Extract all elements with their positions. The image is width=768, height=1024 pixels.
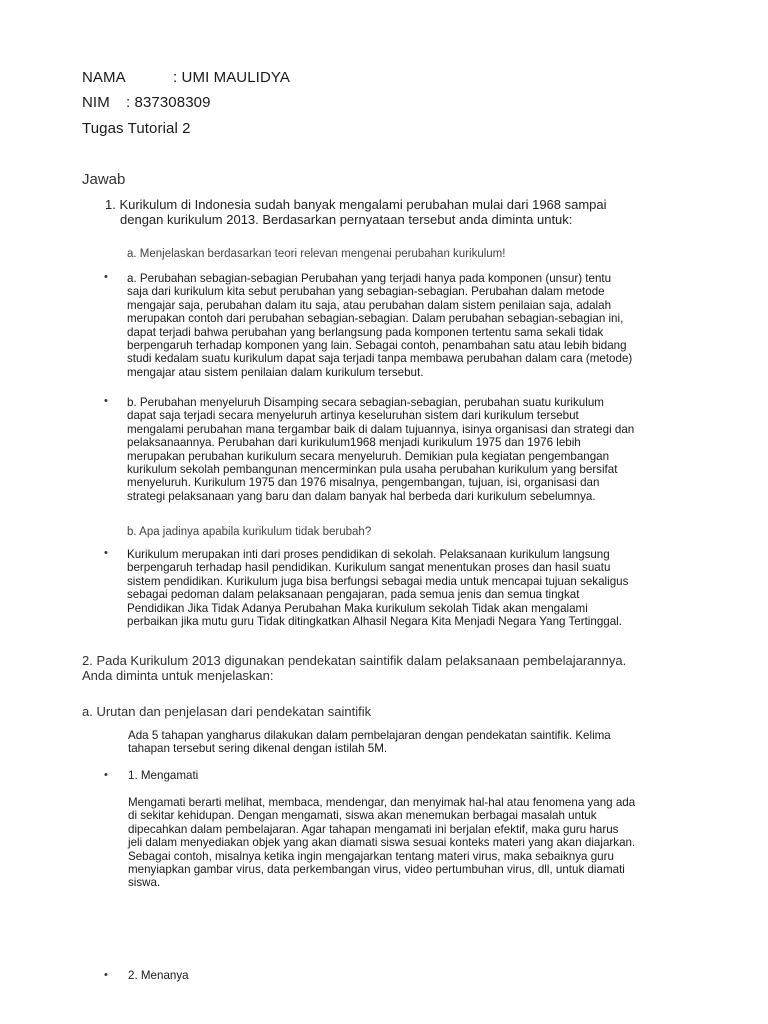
paragraph-line: mengajar atau sistem penilaian dalam kurikulum tersebut. — [127, 365, 424, 379]
answer-a-paragraph — [127, 272, 632, 379]
paragraph-line: a. Perubahan sebagian-sebagian Perubahan yang terjadi hanya pada komponen (unsur) tentu — [127, 272, 612, 285]
paragraph-line: saja dari kurikulum kita sebut perubahan yang sebagian-sebagian. Perubahan dalam metode — [127, 285, 605, 299]
bullet-marker: • — [104, 969, 108, 981]
paragraph-line: mengalami perubahan mana tergambar baik di dalam tujuannya, isinya organisasi dan strategi dan — [127, 422, 635, 436]
question-1 — [105, 198, 607, 227]
paragraph-line: merupakan contoh dari perubahan sebagian-sebagian. Dalam perubahan sebagian-sebagian ini, — [127, 312, 624, 326]
paragraph-line: Kurikulum merupakan inti dari proses pendidikan di sekolah. Pelaksanaan kurikulum langsung — [127, 548, 610, 561]
paragraph-line: Pendidikan Jika Tidak Adanya Perubahan Maka kurikulum sekolah Tidak akan mengalami — [127, 601, 588, 615]
paragraph-line: menyiapkan gambar virus, data perkembangan virus, video pertumbuhan virus, dll, untuk diamati — [128, 863, 625, 877]
subquestion-2a: a. Urutan dan penjelasan dari pendekatan saintifik — [82, 704, 372, 719]
subquestion-a: a. Menjelaskan berdasarkan teori relevan mengenai perubahan kurikulum! — [127, 248, 506, 260]
question-1-line: 1. Kurikulum di Indonesia sudah banyak mengalami perubahan mulai dari 1968 sampai — [105, 197, 607, 212]
nama-label: NAMA — [82, 69, 126, 86]
step-1-title: 1. Mengamati — [128, 769, 199, 782]
paragraph-line: menyeluruh. Kurikulum 1975 dan 1976 misalnya, pengembangan, tujuan, isi, organisasi dan — [127, 476, 600, 490]
assignment-title: Tugas Tutorial 2 — [82, 120, 191, 137]
paragraph-line: dipecahkan dalam pembelajaran. Agar tahapan mengamati ini berjalan efektif, maka guru harus — [128, 822, 619, 836]
paragraph-line: strategi pelaksanaan yang baru dan dalam banyak hal berbeda dari kurikulum sebelumnya. — [127, 489, 596, 503]
paragraph-line: merupakan perubahan kurikulum secara menyeluruh. Demikian pula kegiatan pengembangan — [127, 449, 610, 463]
nama-value: : UMI MAULIDYA — [173, 69, 290, 86]
bullet-marker: • — [104, 395, 108, 407]
paragraph-line: Mengamati berarti melihat, membaca, mendengar, dan menyimak hal-hal atau fenomena yang ada — [128, 796, 636, 809]
paragraph-line: berpengaruh terhadap hasil pendidikan. Kurikulum sangat menentukan proses dan hasil suatu — [127, 561, 611, 575]
paragraph-line: dapat terjadi bahwa perubahan yang berlangsung pada komponen tertentu sama sekali tidak — [127, 325, 604, 339]
paragraph-line: tahapan tersebut sering dikenal dengan istilah 5M. — [128, 742, 388, 756]
answer-c-paragraph — [127, 548, 628, 628]
paragraph-line: Sebagai contoh, misalnya ketika ingin mengajarkan tentang materi virus, maka sebaiknya guru — [128, 849, 614, 863]
subquestion-b: b. Apa jadinya apabila kurikulum tidak berubah? — [127, 526, 372, 538]
paragraph-line: mengajar saja, perubahan dalam itu saja, atau perubahan dalam sistem penilaian saja, adalah — [127, 298, 612, 312]
question-2-line: Anda diminta untuk menjelaskan: — [82, 667, 274, 683]
paragraph-line: pelaksanaannya. Perubahan dari kurikulum1968 menjadi kurikulum 1975 dan 1976 lebih — [127, 436, 581, 450]
intro-paragraph — [128, 729, 611, 756]
paragraph-line: di sekitar kehidupan. Dengan mengamati, siswa akan menemukan berbagai masalah untuk — [128, 809, 597, 823]
paragraph-line: sistem pendidikan. Kurikulum juga bisa berfungsi sebagai media untuk mencapai tujuan sekaligus — [127, 574, 629, 588]
nim-label: NIM — [82, 94, 110, 111]
paragraph-line: studi kedalam suatu kurikulum dapat saja terjadi tanpa membawa perubahan dalam cara (metode) — [127, 352, 633, 366]
paragraph-line: berpengaruh terhadap komponen yang lain. Sebagai contoh, penambahan satu atau lebih bidang — [127, 339, 627, 353]
paragraph-line: jeli dalam menyediakan objek yang akan diamati siswa sesuai konteks materi yang akan diajarkan. — [128, 836, 636, 850]
question-1-line: dengan kurikulum 2013. Berdasarkan pernyataan tersebut anda diminta untuk: — [120, 211, 573, 227]
answer-b-paragraph — [127, 396, 634, 503]
jawab-heading: Jawab — [82, 171, 126, 188]
paragraph-line: b. Perubahan menyeluruh Disamping secara sebagian-sebagian, perubahan suatu kurikulum — [127, 396, 604, 409]
bullet-marker: • — [104, 271, 108, 283]
nim-value: : 837308309 — [126, 94, 211, 111]
paragraph-line: dapat saja terjadi secara menyeluruh artinya keseluruhan sistem dari kurikulum tersebut — [127, 409, 579, 423]
paragraph-line: sebagai pedoman dalam pelaksanaan pengajaran, pada semua jenis dan semua tingkat — [127, 588, 580, 602]
paragraph-line: Ada 5 tahapan yangharus dilakukan dalam pembelajaran dengan pendekatan saintifik. Kelima — [128, 729, 611, 742]
bullet-marker: • — [104, 547, 108, 559]
paragraph-line: siswa. — [128, 876, 161, 890]
step-2-title: 2. Menanya — [128, 969, 189, 982]
step-1-paragraph — [128, 796, 635, 890]
paragraph-line: perbaikan jika mutu guru Tidak ditingkatkan Alhasil Negara Kita Menjadi Negara Yang Tertinggal. — [127, 615, 622, 629]
question-2 — [82, 654, 626, 683]
bullet-marker: • — [104, 769, 108, 781]
question-2-line: 2. Pada Kurikulum 2013 digunakan pendekatan saintifik dalam pelaksanaan pembelajarannya. — [82, 653, 627, 668]
paragraph-line: kurikulum sekolah pembangunan mencerminkan pula usaha perubahan kurikulum yang bersifat — [127, 463, 618, 477]
